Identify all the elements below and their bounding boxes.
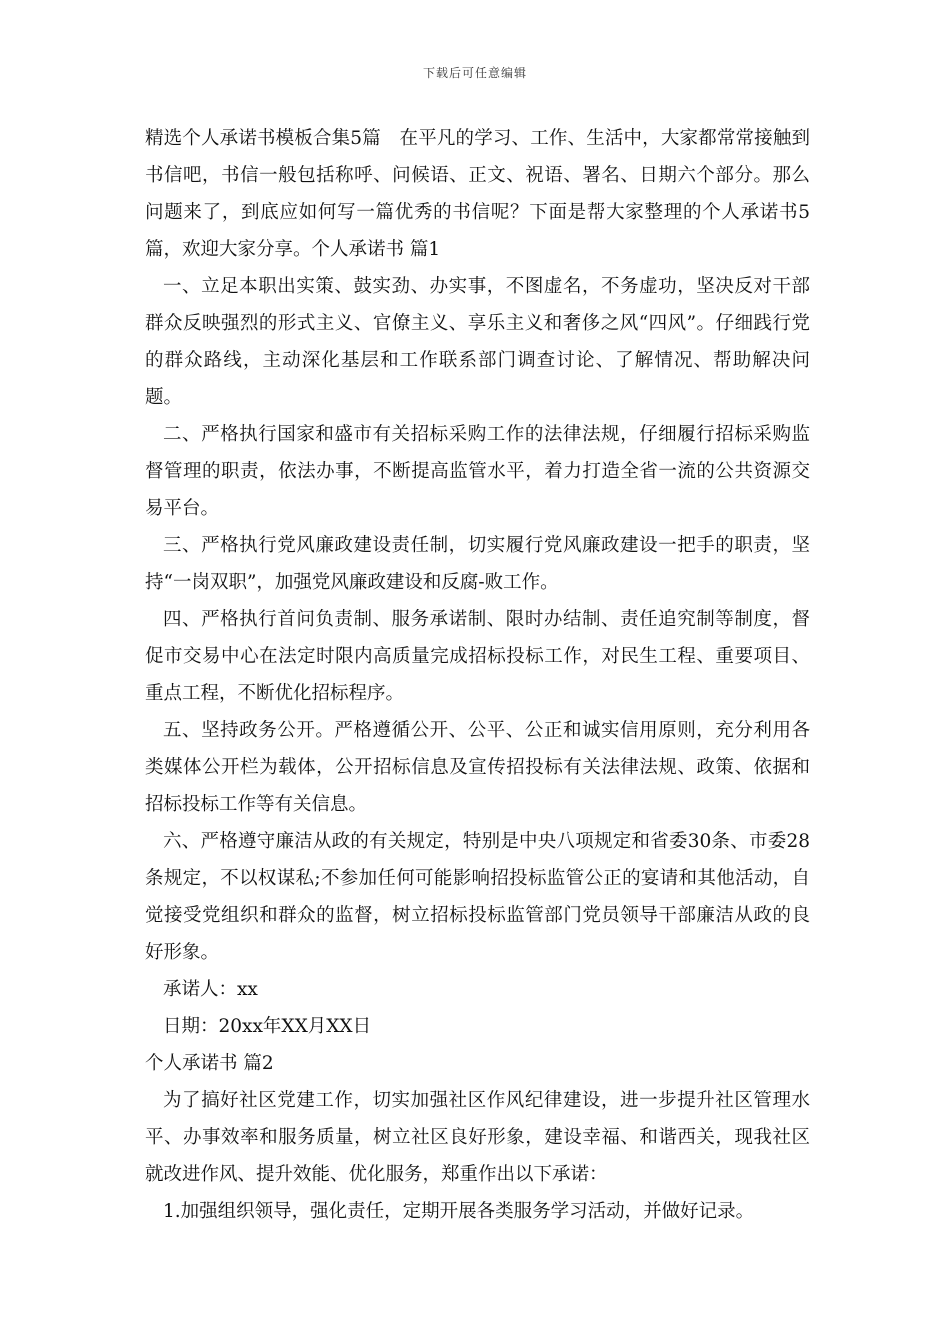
commitment-item-3: 三、严格执行党风廉政建设责任制，切实履行党风廉政建设一把手的职责，坚持“一岗双职”，加强党风廉政建设和反腐-败工作。 [145,535,810,593]
commitment-item-6: 六、严格遵守廉洁从政的有关规定，特别是中央八项规定和省委30条、市委28条规定，不以权谋私;不参加任何可能影响招投标监管公正的宴请和其他活动，自觉接受党组织和群众的监督，树立招标投标监管部门党员领导干部廉洁从政的良好形象。 [145,831,810,963]
signer-line: 承诺人：xx [163,979,258,1000]
document-body [145,120,810,1230]
date-line: 日期：20xx年XX月XX日 [163,1016,372,1037]
intro-paragraph: 精选个人承诺书模板合集5篇 在平凡的学习、工作、生活中，大家都常常接触到书信吧，书信一般包括称呼、问候语、正文、祝语、署名、日期六个部分。那么问题来了，到底应如何写一篇优秀的书信呢？下面是帮大家整理的个人承诺书5篇，欢迎大家分享。个人承诺书 篇1 [145,128,810,260]
commitment-item-4: 四、严格执行首问负责制、服务承诺制、限时办结制、责任追究制等制度，督促市交易中心在法定时限内高质量完成招标投标工作，对民生工程、重要项目、重点工程，不断优化招标程序。 [145,609,810,704]
section-title-2: 个人承诺书 篇2 [145,1053,274,1074]
commitment-item-2: 二、严格执行国家和盛市有关招标采购工作的法律法规，仔细履行招标采购监督管理的职责，依法办事，不断提高监管水平，着力打造全省一流的公共资源交易平台。 [145,424,810,519]
section-2-intro: 为了搞好社区党建工作，切实加强社区作风纪律建设，进一步提升社区管理水平、办事效率和服务质量，树立社区良好形象，建设幸福、和谐西关，现我社区就改进作风、提升效能、优化服务，郑重作出以下承诺： [145,1090,810,1185]
section-2-item-1: 1.加强组织领导，强化责任，定期开展各类服务学习活动，并做好记录。 [163,1201,755,1222]
commitment-item-5: 五、坚持政务公开。严格遵循公开、公平、公正和诚实信用原则，充分利用各类媒体公开栏为载体，公开招标信息及宣传招投标有关法律法规、政策、依据和招标投标工作等有关信息。 [145,720,810,815]
page-header-note: 下载后可任意编辑 [422,66,527,80]
commitment-item-1: 一、立足本职出实策、鼓实劲、办实事，不图虚名，不务虚功，坚决反对干部群众反映强烈的形式主义、官僚主义、享乐主义和奢侈之风“四风”。仔细践行党的群众路线，主动深化基层和工作联系部门调查讨论、了解情况、帮助解决问题。 [145,276,810,408]
